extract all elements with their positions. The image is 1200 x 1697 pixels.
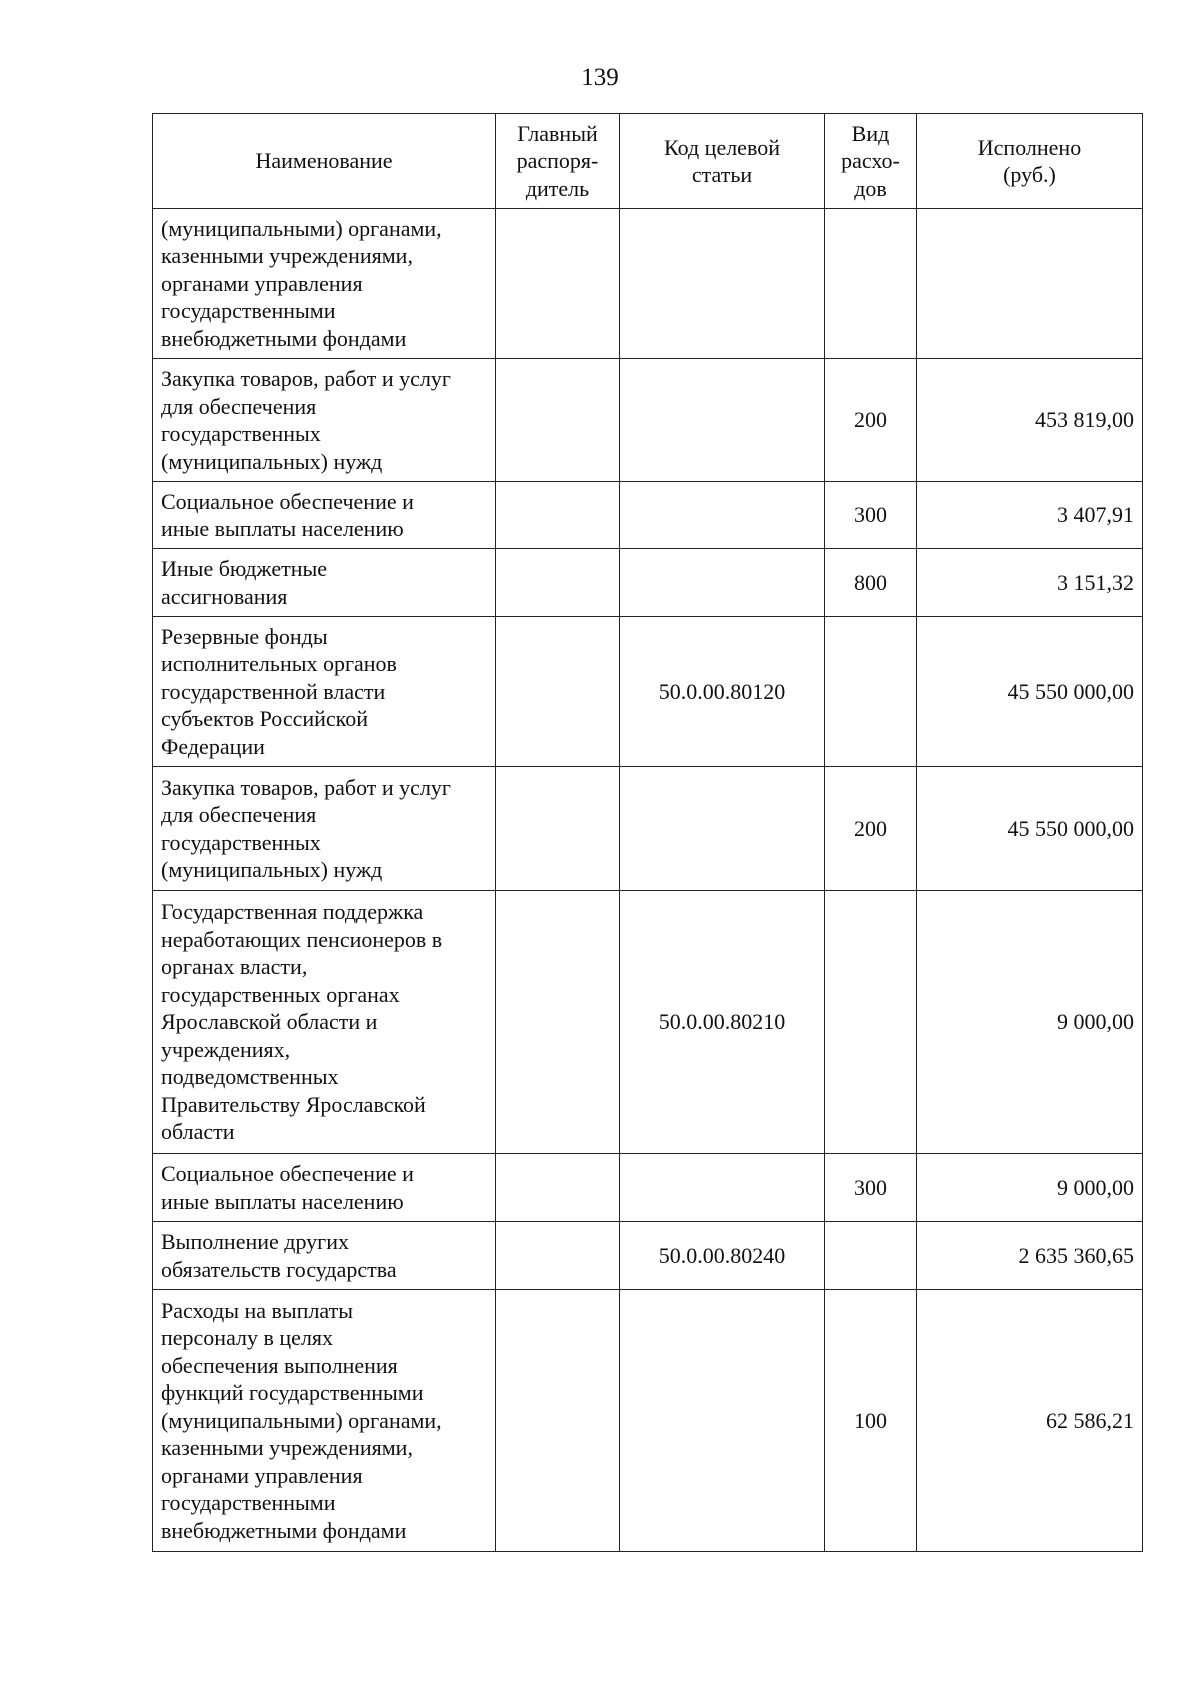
- row-chief: [496, 1290, 620, 1552]
- row-amount: 3 151,32: [917, 549, 1143, 617]
- row-kind: 200: [825, 359, 917, 482]
- table-row: [153, 1154, 1143, 1222]
- row-chief: [496, 617, 620, 767]
- row-kind: [825, 617, 917, 767]
- row-amount: 62 586,21: [917, 1290, 1143, 1552]
- row-name: Социальное обеспечение и иные выплаты населению: [153, 1154, 496, 1222]
- row-kind: 100: [825, 1290, 917, 1552]
- row-name: Социальное обеспечение и иные выплаты населению: [153, 482, 496, 549]
- table-row: [153, 891, 1143, 1154]
- header-code: Код целевой статьи: [620, 114, 825, 209]
- table-row: [153, 1290, 1143, 1552]
- row-chief: [496, 767, 620, 891]
- row-amount: [917, 209, 1143, 359]
- header-amount: Исполнено (руб.): [917, 114, 1143, 209]
- row-kind: [825, 891, 917, 1154]
- header-name: Наименование: [153, 114, 496, 209]
- row-chief: [496, 359, 620, 482]
- row-name: Расходы на выплаты персоналу в целях обеспечения выполнения функций государственными (муниципальными) органами, казенными учреждениями, органами управления государственными внебюджетными фондами: [153, 1290, 496, 1552]
- row-code: [620, 482, 825, 549]
- table-row: [153, 617, 1143, 767]
- row-amount: 3 407,91: [917, 482, 1143, 549]
- row-chief: [496, 549, 620, 617]
- row-amount: 45 550 000,00: [917, 617, 1143, 767]
- row-name: Государственная поддержка неработающих пенсионеров в органах власти, государственных органах Ярославской области и учреждениях, подведомственных Правительству Ярославской области: [153, 891, 496, 1154]
- row-name: Выполнение других обязательств государства: [153, 1222, 496, 1290]
- row-code: 50.0.00.80120: [620, 617, 825, 767]
- header-chief: Главный распоря- дитель: [496, 114, 620, 209]
- row-kind: [825, 1222, 917, 1290]
- table-header-row: [153, 114, 1143, 209]
- row-code: 50.0.00.80240: [620, 1222, 825, 1290]
- row-amount: 2 635 360,65: [917, 1222, 1143, 1290]
- row-code: [620, 1290, 825, 1552]
- row-name: (муниципальными) органами, казенными учреждениями, органами управления государственными внебюджетными фондами: [153, 209, 496, 359]
- row-amount: 9 000,00: [917, 1154, 1143, 1222]
- row-amount: 45 550 000,00: [917, 767, 1143, 891]
- row-name: Резервные фонды исполнительных органов государственной власти субъектов Российской Федерации: [153, 617, 496, 767]
- row-chief: [496, 1154, 620, 1222]
- row-name: Закупка товаров, работ и услуг для обеспечения государственных (муниципальных) нужд: [153, 767, 496, 891]
- row-code: [620, 359, 825, 482]
- table-row: [153, 209, 1143, 359]
- table-row: [153, 359, 1143, 482]
- table-row: [153, 549, 1143, 617]
- row-amount: 9 000,00: [917, 891, 1143, 1154]
- row-name: Закупка товаров, работ и услуг для обеспечения государственных (муниципальных) нужд: [153, 359, 496, 482]
- row-chief: [496, 891, 620, 1154]
- row-kind: 300: [825, 482, 917, 549]
- row-kind: [825, 209, 917, 359]
- row-kind: 200: [825, 767, 917, 891]
- row-code: [620, 767, 825, 891]
- row-kind: 800: [825, 549, 917, 617]
- table-row: [153, 482, 1143, 549]
- row-kind: 300: [825, 1154, 917, 1222]
- table-row: [153, 767, 1143, 891]
- row-code: 50.0.00.80210: [620, 891, 825, 1154]
- row-name: Иные бюджетные ассигнования: [153, 549, 496, 617]
- row-code: [620, 1154, 825, 1222]
- row-amount: 453 819,00: [917, 359, 1143, 482]
- page-number: 139: [581, 64, 619, 91]
- row-code: [620, 549, 825, 617]
- expenditure-table: [152, 113, 1143, 1552]
- header-kind: Вид расхо- дов: [825, 114, 917, 209]
- row-code: [620, 209, 825, 359]
- row-chief: [496, 482, 620, 549]
- row-chief: [496, 1222, 620, 1290]
- row-chief: [496, 209, 620, 359]
- table-row: [153, 1222, 1143, 1290]
